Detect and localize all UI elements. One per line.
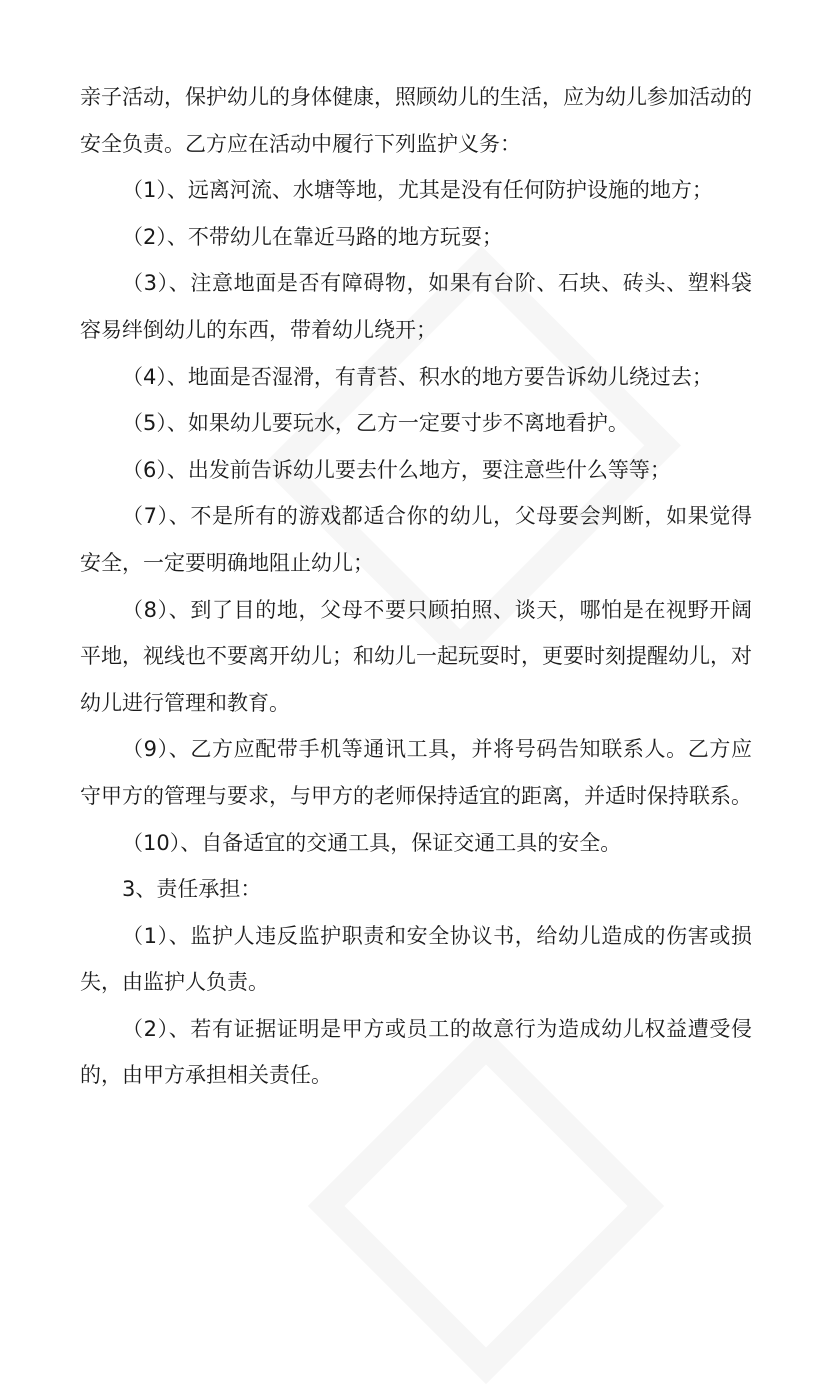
text-line: （2）、不带幼儿在靠近马路的地方玩耍；	[122, 224, 503, 249]
text-line: （1）、监护人违反监护职责和安全协议书，给幼儿造成的伤害或损	[122, 923, 752, 948]
text-line: 3、责任承担：	[122, 877, 262, 902]
paragraph	[80, 167, 752, 214]
paragraph	[80, 866, 752, 913]
text-line: （8）、到了目的地，父母不要只顾拍照、谈天，哪怕是在视野开阔	[122, 597, 752, 622]
paragraph	[80, 214, 752, 261]
paragraph	[80, 354, 752, 401]
text-line: （10）、自备适宜的交通工具，保证交通工具的安全。	[122, 830, 622, 855]
text-line: 守甲方的管理与要求，与甲方的老师保持适宜的距离，并适时保持联系。	[80, 783, 752, 808]
text-line: 幼儿进行管理和教育。	[80, 690, 290, 715]
paragraph	[80, 74, 752, 167]
text-line: （2）、若有证据证明是甲方或员工的故意行为造成幼儿权益遭受侵	[122, 1016, 752, 1041]
text-line: 平地，视线也不要离开幼儿；和幼儿一起玩耍时，更要时刻提醒幼儿，对	[80, 644, 752, 669]
document-body	[80, 74, 752, 1099]
text-line: （5）、如果幼儿要玩水，乙方一定要寸步不离地看护。	[122, 411, 629, 436]
text-line: （3）、注意地面是否有障碍物，如果有台阶、石块、砖头、塑料袋	[122, 271, 752, 296]
paragraph	[80, 447, 752, 494]
text-line: （9）、乙方应配带手机等通讯工具，并将号码告知联系人。乙方应	[122, 737, 752, 762]
paragraph	[80, 913, 752, 1006]
text-line: 亲子活动，保护幼儿的身体健康，照顾幼儿的生活，应为幼儿参加活动的	[80, 85, 752, 109]
text-line: 失，由监护人负责。	[80, 970, 269, 995]
text-line: 的，由甲方承担相关责任。	[80, 1063, 332, 1088]
paragraph	[80, 820, 752, 867]
paragraph	[80, 726, 752, 819]
text-line: 安全，一定要明确地阻止幼儿；	[80, 550, 374, 575]
text-line: 安全负责。乙方应在活动中履行下列监护义务：	[80, 131, 521, 156]
text-line: （1）、远离河流、水塘等地，尤其是没有任何防护设施的地方；	[122, 178, 713, 203]
paragraph	[80, 400, 752, 447]
paragraph	[80, 260, 752, 353]
text-line: （4）、地面是否湿滑，有青苔、积水的地方要告诉幼儿绕过去；	[122, 364, 713, 389]
text-line: 容易绊倒幼儿的东西，带着幼儿绕开；	[80, 317, 437, 342]
paragraph	[80, 493, 752, 586]
text-line: （6）、出发前告诉幼儿要去什么地方，要注意些什么等等；	[122, 457, 671, 482]
text-line: （7）、不是所有的游戏都适合你的幼儿，父母要会判断，如果觉得	[122, 504, 752, 529]
paragraph	[80, 1006, 752, 1099]
paragraph	[80, 587, 752, 727]
